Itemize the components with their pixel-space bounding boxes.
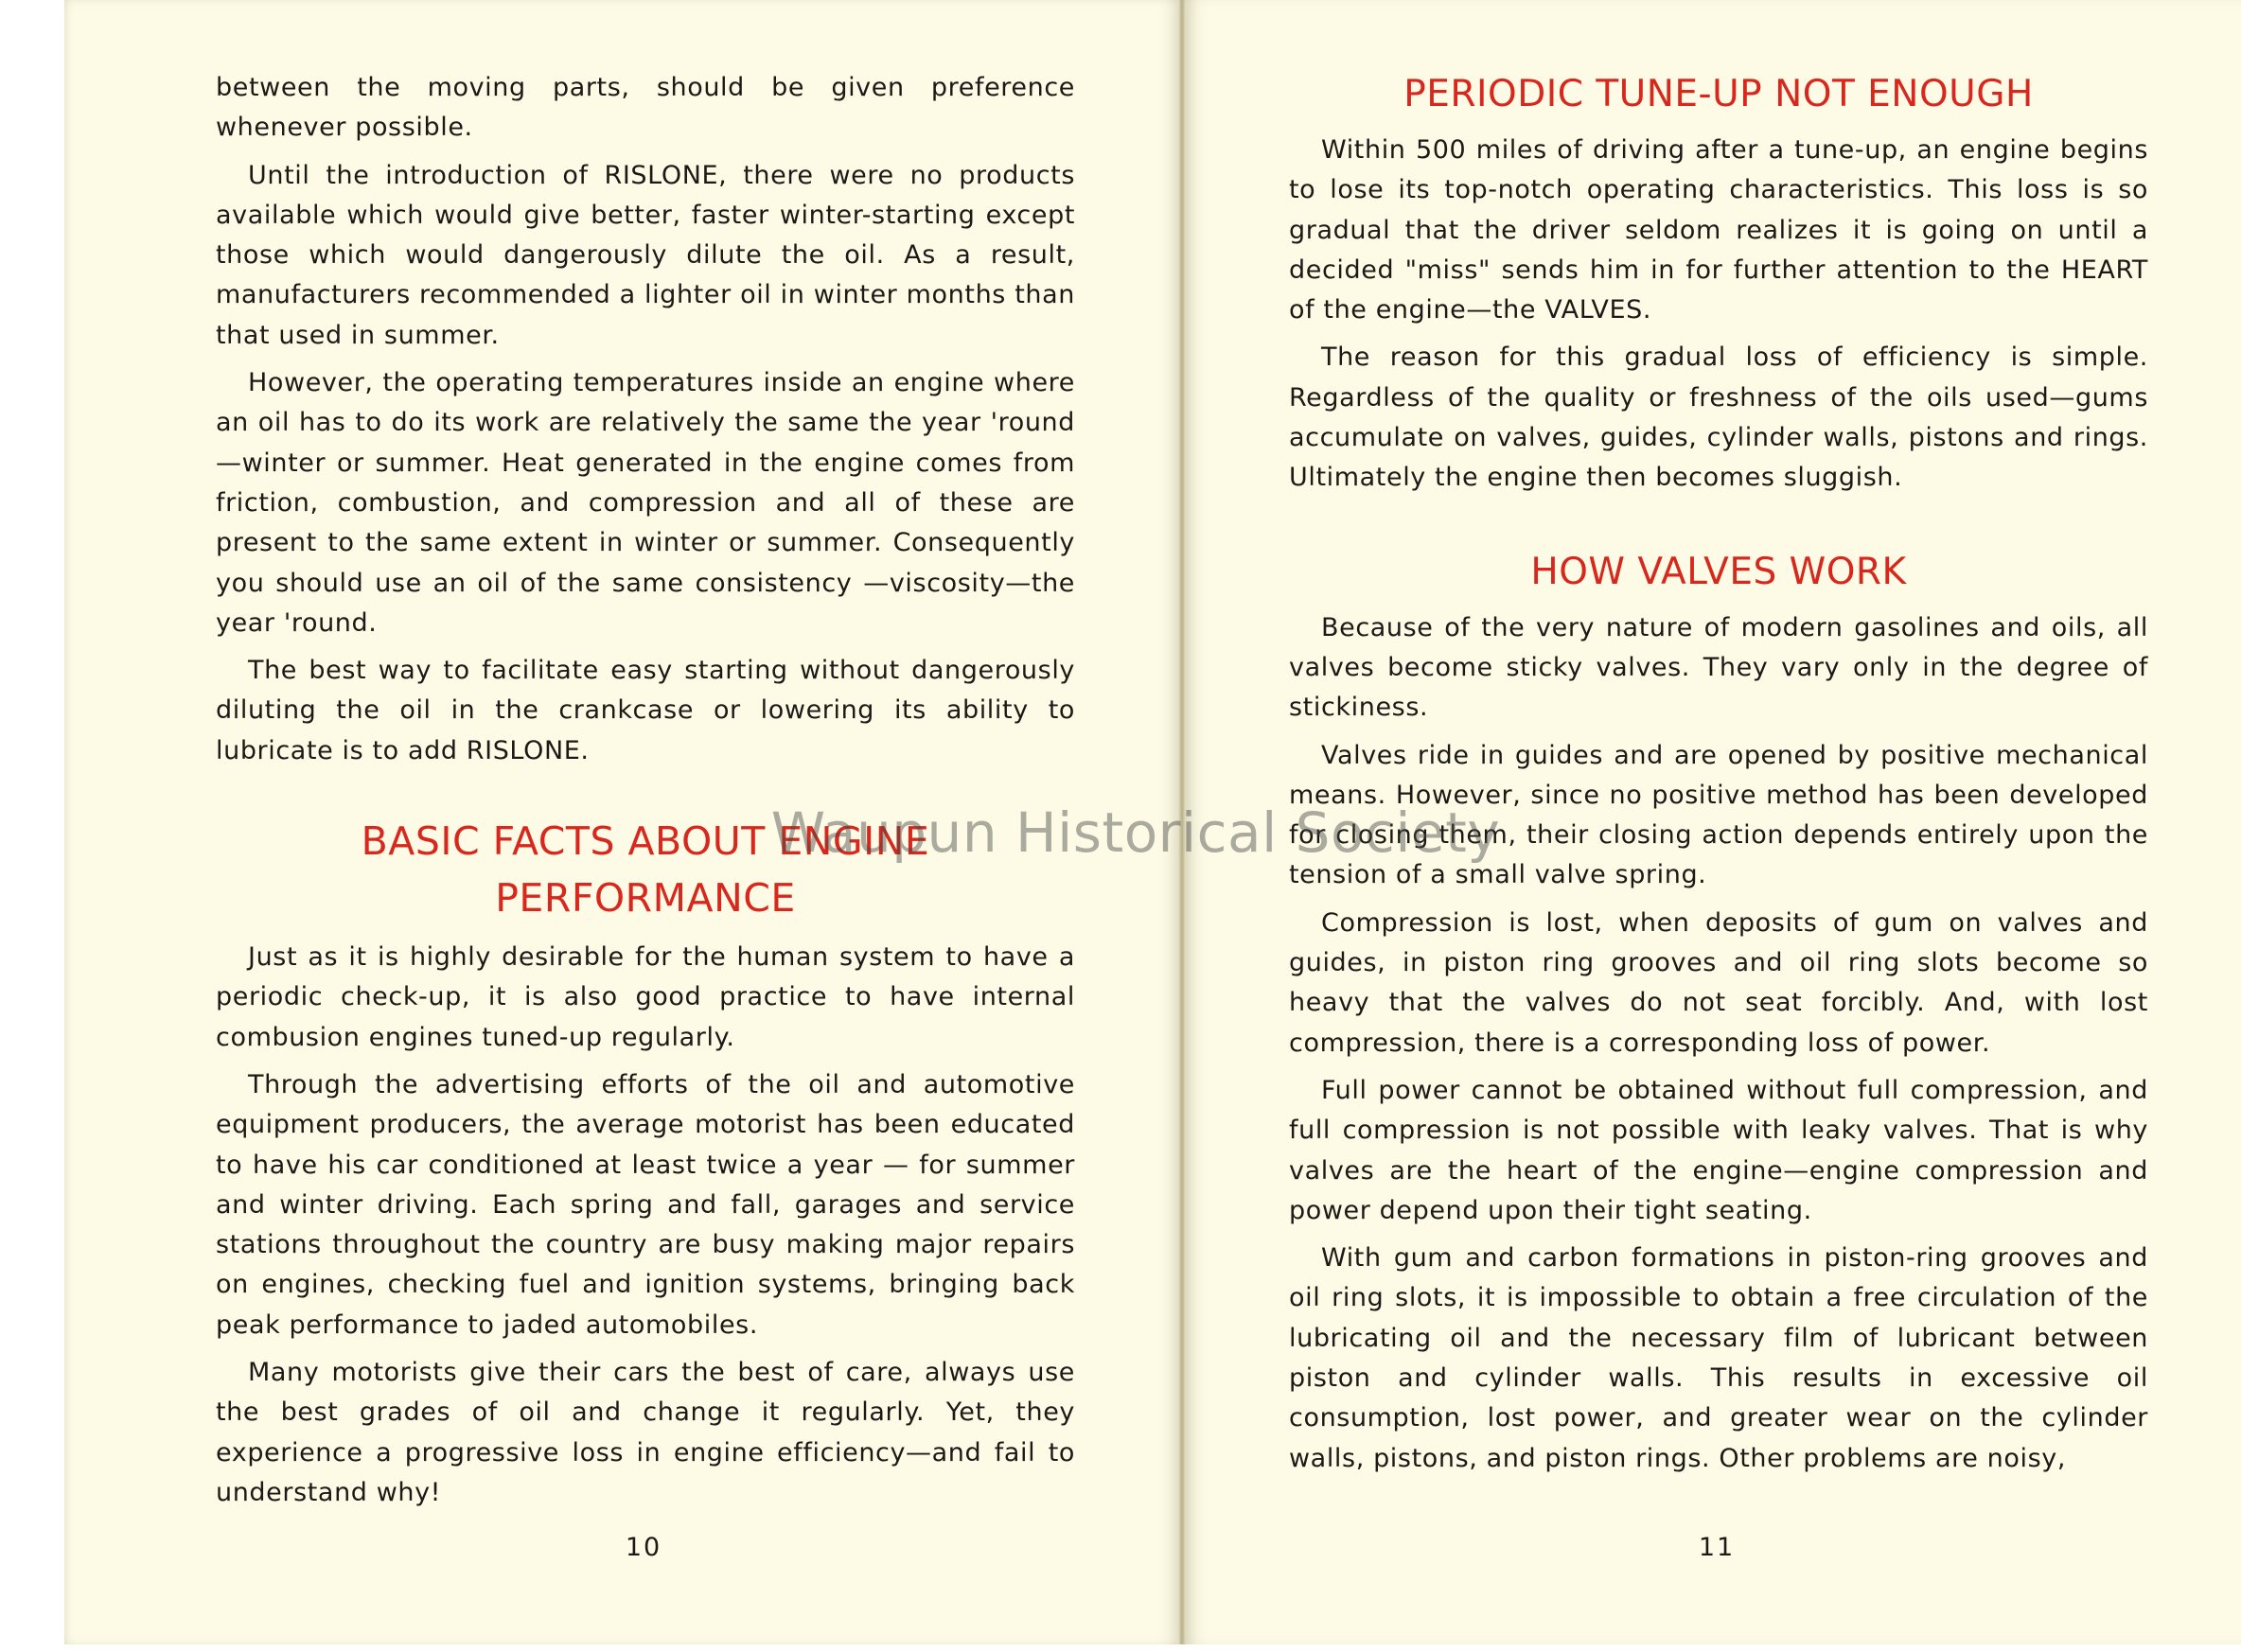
paragraph: Many motorists give their cars the best of care, always use the best grades of oil and change it regularly. Yet, they experience a progressive loss in engine efficiency—and fail to understand why!	[216, 1358, 1075, 1507]
page-number-left: 10	[625, 1533, 662, 1562]
section-heading-how-valves-work: HOW VALVES WORK	[1530, 550, 1907, 593]
paragraph: Just as it is highly desirable for the human system to have a periodic check-up, it is also good practice to have internal combusion engines tuned-up regularly.	[216, 942, 1075, 1052]
page-number-right: 11	[1698, 1533, 1736, 1562]
left-page-text-column	[216, 68, 1075, 1520]
paragraph: Until the introduction of RISLONE, there were no products available which would give better, faster winter-starting except those which would dangerously dilute the oil. As a result, manufacturers recommended a lighter oil in winter months than that used in summer.	[216, 160, 1075, 350]
paragraph: However, the operating temperatures inside an engine where an oil has to do its work are relatively the same the year 'round—winter or summer. Heat generated in the engine comes from friction, combustion, and compression and all of these are present to the same extent in winter or summer. Consequently you should use an oil of the same consistency —viscosity—the year 'round.	[216, 368, 1075, 638]
paragraph: Through the advertising efforts of the oil and automotive equipment producers, the average motorist has been educated to have his car conditioned at least twice a year — for summer and winter driving. Each spring and fall, garages and service stations throughout the country are busy making major repairs on engines, checking fuel and ignition systems, bringing back peak performance to jaded automobiles.	[216, 1069, 1075, 1340]
paragraph: between the moving parts, should be given preference whenever possible.	[216, 73, 1075, 143]
paragraph: The reason for this gradual loss of efficiency is simple. Regardless of the quality or freshness of the oils used—gums accumulate on valves, guides, cylinder walls, pistons and rings. Ultimately the engine then becomes sluggish.	[1289, 343, 2148, 493]
paragraph: Compression is lost, when deposits of gum on valves and guides, in piston ring grooves and oil ring slots become so heavy that the valves do not seat forcibly. And, with lost compression, there is a corresponding loss of power.	[1289, 907, 2148, 1058]
right-page-text-column	[1289, 66, 2148, 1486]
paragraph: Full power cannot be obtained without full compression, and full compression is not possible with leaky valves. That is why valves are the heart of the engine—engine compression and power depend upon their tight seating.	[1289, 1075, 2148, 1225]
section-heading-periodic-tune-up: PERIODIC TUNE-UP NOT ENOUGH	[1403, 73, 2034, 115]
watermark: Waupun Historical Society	[770, 800, 1501, 865]
section-heading-basic-facts: BASIC FACTS ABOUT ENGINE PERFORMANCE	[361, 818, 930, 922]
paragraph: Because of the very nature of modern gasolines and oils, all valves become sticky valves. They vary only in the degree of stickiness.	[1289, 612, 2148, 723]
paragraph: The best way to facilitate easy starting without dangerously diluting the oil in the crankcase or lowering its ability to lubricate is to add RISLONE.	[216, 656, 1075, 765]
paragraph: Valves ride in guides and are opened by positive mechanical means. However, since no positive method has been developed for closing them, their closing action depends entirely upon the tension of a small valve spring.	[1289, 740, 2148, 890]
paragraph: Within 500 miles of driving after a tune-up, an engine begins to lose its top-notch operating characteristics. This loss is so gradual that the driver seldom realizes it is going on until a decided "miss" sends him in for further attention to the HEART of the engine—the VALVES.	[1289, 135, 2148, 325]
paragraph: With gum and carbon formations in piston-ring grooves and oil ring slots, it is impossible to obtain a free circulation of the lubricating oil and the necessary film of lubricant between piston and cylinder walls. This results in excessive oil consumption, lost power, and greater wear on the cylinder walls, pistons, and piston rings. Other problems are noisy,	[1289, 1243, 2148, 1473]
